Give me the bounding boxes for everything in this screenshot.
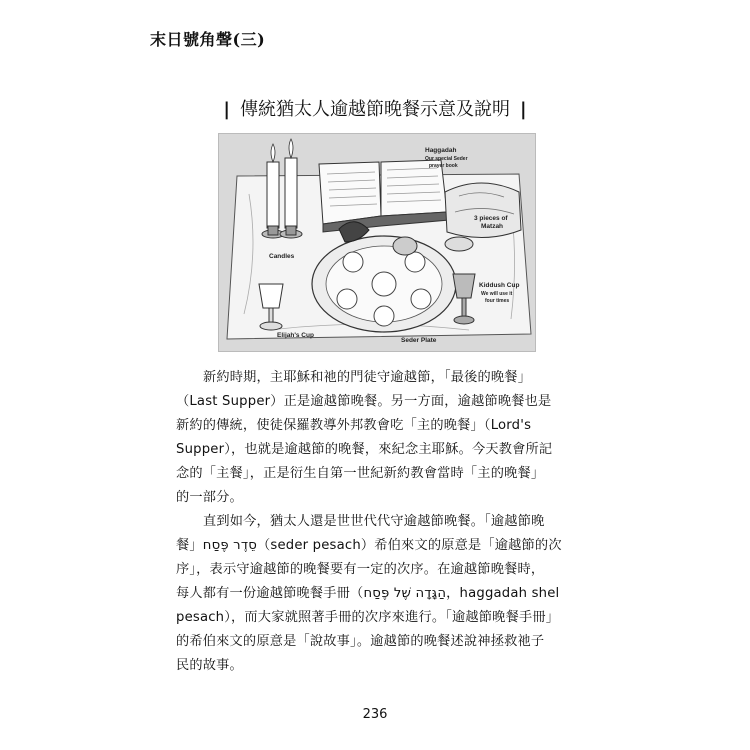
paragraph-line: 念的「主餐」，正是衍生自第一世紀新約教會當時「主的晚餐」 [176,466,545,481]
paragraph-line: 新約時期，主耶穌和祂的門徒守逾越節，「最後的晚餐」 [203,370,532,385]
section-title [0,95,750,121]
paragraph-line: 的希伯來文的原意是「說故事」。逾越節的晚餐述說神拯救祂子 [176,634,545,649]
paragraph-line: Supper），也就是逾越節的晚餐，來紀念主耶穌。今天教會所記 [176,442,553,457]
running-head: 末日號角聲(三) [150,30,266,49]
haggadah-note-1: Our special Seder [425,156,468,162]
paragraph-line: （Last Supper）正是逾越節晚餐。另一方面，逾越節晚餐也是 [176,394,552,409]
paragraph-line: 序」，表示守逾越節的晚餐要有一定的次序。在逾越節晚餐時， [176,562,545,577]
paragraph-line: 直到如今，猶太人還是世世代代守逾越節晚餐。「逾越節晚 [203,514,545,529]
section-title-text: 傳統猶太人逾越節晚餐示意及說明 [240,99,510,120]
paragraph-1 [176,366,568,510]
matzah-label-1: 3 pieces of [474,215,508,222]
seder-plate-label: Seder Plate [401,337,437,344]
paragraph-line: 每人都有一份逾越節晚餐手冊（הַגָּדָה שֶׁל פֶּסַח，haggadah shel [176,586,560,601]
title-bar-left: | [223,99,230,120]
seder-table-illustration [218,133,536,352]
paragraph-line: 民的故事。 [176,658,243,673]
title-bar-right: | [520,99,527,120]
elijah-cup-label: Elijah's Cup [277,332,314,339]
kiddush-note-1: We will use it [481,291,513,297]
paragraph-line: 新約的傳統，使徒保羅教導外邦教會吃「主的晚餐」（Lord's [176,418,532,433]
paragraph-line: pesach），而大家就照著手冊的次序來進行。「逾越節晚餐手冊」 [176,610,560,625]
elijah-cup-drawing [259,284,283,330]
paragraph-line: 的一部分。 [176,490,243,505]
seder-illustration-svg [219,134,535,351]
haggadah-drawing [319,160,449,232]
paragraph-2 [176,510,568,678]
haggadah-note-2: prayer book [429,163,458,169]
matzah-label-2: Matzah [481,223,504,230]
salt-water-bowl [445,237,473,251]
body-text [176,366,568,678]
page-number: 236 [362,707,388,722]
paragraph-line: 餐」סֵדֶר פֶּסַח（seder pesach）希伯來文的原意是「逾越節的次 [176,538,562,553]
candles-label: Candles [269,253,295,260]
haggadah-label: Haggadah [425,147,457,154]
kiddush-cup-label: Kiddush Cup [479,282,520,289]
kiddush-note-2: four times [485,298,510,304]
